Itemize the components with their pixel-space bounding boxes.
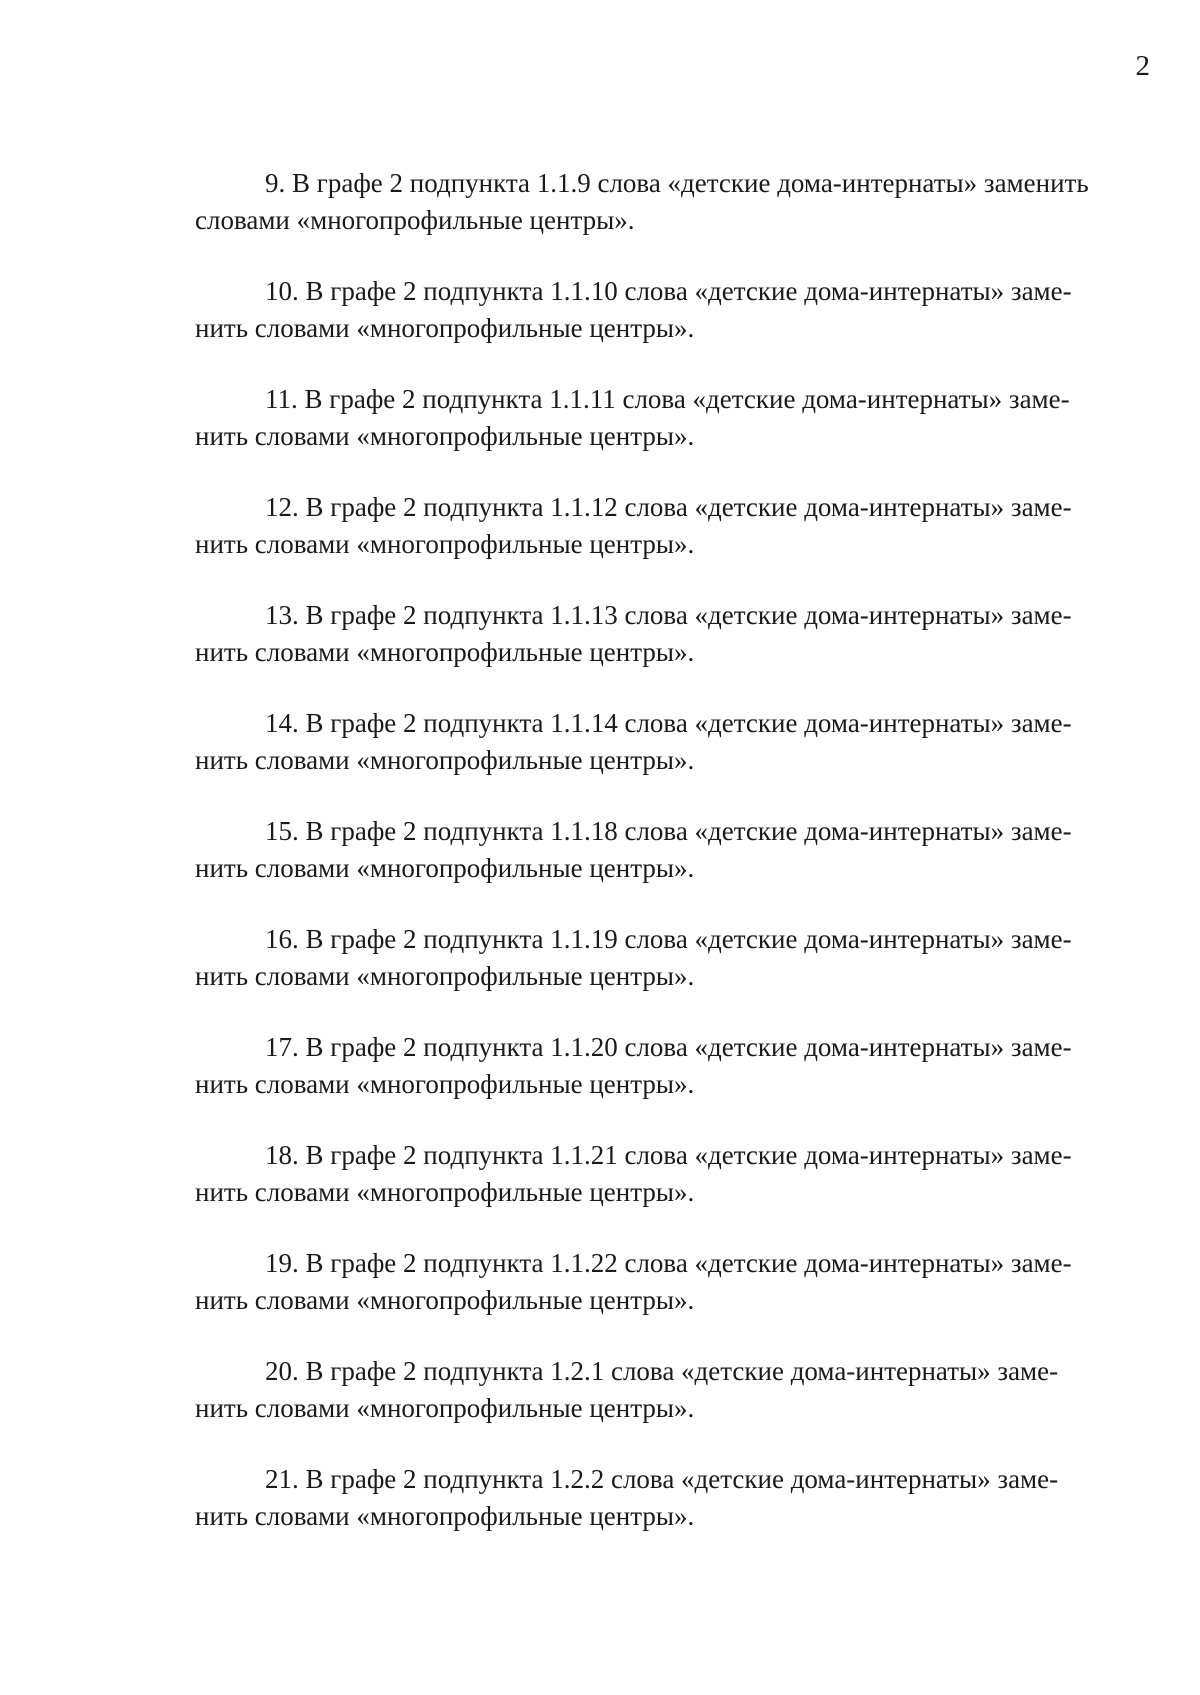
item-line-second: нить словами «многопрофильные центры». [195, 961, 695, 991]
amendment-item-18 [195, 1137, 1145, 1211]
item-line-second: нить словами «многопрофильные центры». [195, 1285, 695, 1315]
item-line-first: 11. В графе 2 подпункта 1.1.11 слова «детские дома-интернаты» заме- [265, 384, 1070, 414]
item-line-first: 14. В графе 2 подпункта 1.1.14 слова «детские дома-интернаты» заме- [265, 708, 1072, 738]
amendment-item-15 [195, 813, 1145, 887]
amendment-item-19 [195, 1245, 1145, 1319]
item-line-first: 13. В графе 2 подпункта 1.1.13 слова «детские дома-интернаты» заме- [265, 600, 1072, 630]
item-line-second: нить словами «многопрофильные центры». [195, 745, 695, 775]
item-line-second: нить словами «многопрофильные центры». [195, 1177, 695, 1207]
item-line-second: словами «многопрофильные центры». [195, 205, 635, 235]
item-line-first: 16. В графе 2 подпункта 1.1.19 слова «детские дома-интернаты» заме- [265, 924, 1072, 954]
item-line-second: нить словами «многопрофильные центры». [195, 421, 695, 451]
amendment-item-11 [195, 381, 1145, 455]
item-line-first: 18. В графе 2 подпункта 1.1.21 слова «детские дома-интернаты» заме- [265, 1140, 1072, 1170]
amendment-item-21 [195, 1461, 1145, 1535]
amendment-item-12 [195, 489, 1145, 563]
item-line-first: 20. В графе 2 подпункта 1.2.1 слова «детские дома-интернаты» заме- [265, 1356, 1059, 1386]
item-line-first: 12. В графе 2 подпункта 1.1.12 слова «детские дома-интернаты» заме- [265, 492, 1072, 522]
item-line-first: 10. В графе 2 подпункта 1.1.10 слова «детские дома-интернаты» заме- [265, 276, 1072, 306]
amendment-item-16 [195, 921, 1145, 995]
amendment-item-13 [195, 597, 1145, 671]
amendment-item-14 [195, 705, 1145, 779]
item-line-second: нить словами «многопрофильные центры». [195, 637, 695, 667]
item-line-second: нить словами «многопрофильные центры». [195, 853, 695, 883]
item-line-first: 19. В графе 2 подпункта 1.1.22 слова «детские дома-интернаты» заме- [265, 1248, 1072, 1278]
item-line-second: нить словами «многопрофильные центры». [195, 1501, 695, 1531]
item-line-first: 15. В графе 2 подпункта 1.1.18 слова «детские дома-интернаты» заме- [265, 816, 1072, 846]
item-line-second: нить словами «многопрофильные центры». [195, 529, 695, 559]
amendment-item-17 [195, 1029, 1145, 1103]
item-line-second: нить словами «многопрофильные центры». [195, 313, 695, 343]
item-line-second: нить словами «многопрофильные центры». [195, 1069, 695, 1099]
amendment-item-9 [195, 165, 1145, 239]
item-line-first: 17. В графе 2 подпункта 1.1.20 слова «детские дома-интернаты» заме- [265, 1032, 1072, 1062]
item-line-first: 9. В графе 2 подпункта 1.1.9 слова «детские дома-интернаты» заменить [265, 168, 1089, 198]
item-line-second: нить словами «многопрофильные центры». [195, 1393, 695, 1423]
document-body [195, 165, 1145, 1569]
amendment-item-20 [195, 1353, 1145, 1427]
page-number: 2 [1135, 50, 1150, 82]
amendment-item-10 [195, 273, 1145, 347]
item-line-first: 21. В графе 2 подпункта 1.2.2 слова «детские дома-интернаты» заме- [265, 1464, 1059, 1494]
